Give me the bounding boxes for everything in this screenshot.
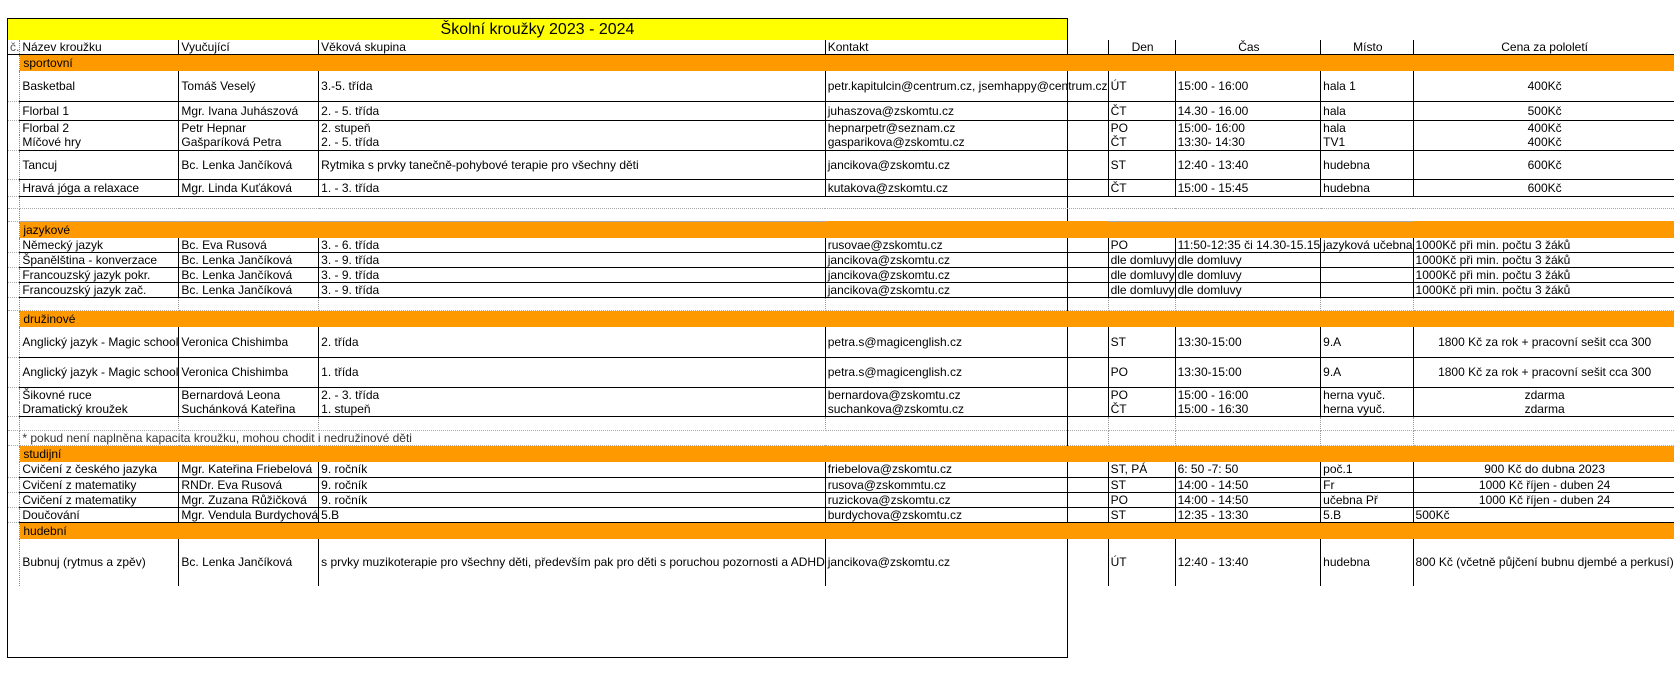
cell-name: Šikovné ruce [20,387,179,402]
cell-age: 9. ročník [319,462,826,477]
cell-price: 1000 Kč říjen - duben 24 [1413,492,1674,507]
cell-time: 13:30-15:00 [1175,357,1321,387]
cell-time: dle domluvy [1175,253,1321,268]
header-time: Čas [1175,40,1321,55]
cell-place: herna vyuč. [1321,402,1413,417]
cell-day: PO [1108,387,1175,402]
cell-day: ST [1108,327,1175,357]
cell-price: zdarma [1524,387,1565,402]
cell-price: 400Kč [1413,135,1674,150]
cell-place: 9.A [1321,357,1413,387]
cell-day: ST [1108,150,1175,179]
cell-day: ST [1108,477,1175,492]
cell-time: 15:00 - 16:30 [1175,402,1321,417]
cell-teacher: Gašparíková Petra [179,135,319,150]
table-row [8,462,1674,477]
cell-teacher: Mgr. Zuzana Růžičková [179,492,319,507]
footnote: * pokud není naplněna kapacita kroužku, mohou chodit i nedružinové děti [20,431,825,446]
cell-day: PO [1108,492,1175,507]
cell-age: 3. - 9. třída [319,253,826,268]
cell-teacher: Bc. Eva Rusová [179,238,319,253]
cell-time: 15:00- 16:00 [1175,120,1321,135]
cell-price: zdarma [1413,402,1674,417]
cell-price: 400Kč [1413,71,1674,101]
cell-day: PO [1108,357,1175,387]
cell-age: 9. ročník [319,492,826,507]
table-row [8,268,1674,283]
cell-name: Anglický jazyk - Magic school [20,357,179,387]
cell-teacher: Veronica Chishimba [179,327,319,357]
table-row [8,539,1674,586]
cell-age: Rytmika s prvky tanečně-pohybové terapie pro všechny děti [319,150,826,179]
cell-teacher: Bc. Lenka Jančíková [179,253,319,268]
cell-teacher: RNDr. Eva Rusová [179,477,319,492]
cell-contact: ruzickova@zskomtu.cz [825,492,1108,507]
cell-time: dle domluvy [1175,283,1321,298]
cell-time: 14:00 - 14:50 [1175,492,1321,507]
cell-place: hala [1321,101,1413,120]
cell-age: s prvky muzikoterapie pro všechny děti, především pak pro děti s poruchou pozornosti a ADHD [319,539,826,586]
cell-time: 12:40 - 13:40 [1175,539,1321,586]
cell-name: Cvičení z českého jazyka [20,462,179,477]
cell-price: 1800 Kč za rok + pracovní sešit cca 300 [1413,327,1674,357]
cell-age: 2. - 5. třída [319,101,826,120]
cell-age: 3. - 6. třída [319,238,826,253]
cell-place: učebna Př [1321,492,1413,507]
cell-name: Francouzský jazyk pokr. [20,268,179,283]
cell-contact: friebelova@zskomtu.cz [825,462,1108,477]
table-row [8,150,1674,179]
cell-time: 13:30- 14:30 [1175,135,1321,150]
cell-place [1321,283,1413,298]
table-row [8,135,1674,150]
cell-contact: jancikova@zskomtu.cz [825,268,1108,283]
cell-day: dle domluvy [1108,283,1175,298]
cell-place: hala [1321,120,1413,135]
table-row [8,71,1674,101]
cell-place [1321,268,1413,283]
cell-contact: petra.s@magicenglish.cz [825,327,1108,357]
cell-teacher: Mgr. Kateřina Friebelová [179,462,319,477]
cell-name: Doučování [20,507,179,522]
cell-name: Hravá jóga a relaxace [20,179,179,196]
header-row [8,40,1674,55]
cell-contact: burdychova@zskomtu.cz [825,507,1108,522]
cell-time: 11:50-12:35 či 14.30-15.15 [1175,238,1321,253]
cell-time: 14.30 - 16.00 [1175,101,1321,120]
section-sportovni: sportovní [20,55,1674,72]
table-row [8,492,1674,507]
cell-price: 600Kč [1413,179,1674,196]
cell-time: 12:40 - 13:40 [1175,150,1321,179]
cell-name: Míčové hry [20,135,179,150]
empty-row [8,196,1674,208]
cell-price: 1000 Kč říjen - duben 24 [1413,477,1674,492]
empty-row [8,417,1674,431]
cell-day: ČT [1108,101,1175,120]
header-age: Věková skupina [319,40,826,55]
table-row [8,179,1674,196]
cell-contact: kutakova@zskomtu.cz [825,179,1108,196]
cell-teacher: Veronica Chishimba [179,357,319,387]
cell-place: Fr [1321,477,1413,492]
cell-teacher: Mgr. Vendula Burdychová [179,507,319,522]
table-row [8,101,1674,120]
cell-time: 15:00 - 16:00 [1175,387,1321,402]
cell-day: ST, PÁ [1108,462,1175,477]
cell-contact: rusova@zskommtu.cz [825,477,1108,492]
cell-contact: petr.kapitulcin@centrum.cz, jsemhappy@centrum.cz [825,71,1108,101]
cell-name: Tancuj [20,150,179,179]
table-row [8,283,1674,298]
sheet-title: Školní kroužky 2023 - 2024 [8,19,1067,40]
cell-day: ÚT [1108,539,1175,586]
header-index: č. [10,40,20,54]
cell-time: 6: 50 -7: 50 [1175,462,1321,477]
cell-price: 1000Kč při min. počtu 3 žáků [1413,253,1674,268]
cell-age: 1. třída [319,357,826,387]
table-row [8,477,1674,492]
cell-age: 9. ročník [319,477,826,492]
cell-time: 12:35 - 13:30 [1175,507,1321,522]
cell-time: 14:00 - 14:50 [1175,477,1321,492]
cell-name: Dramatický kroužek [20,402,179,417]
cell-price: 500Kč [1413,507,1674,522]
section-hudebni: hudební [20,522,1674,539]
cell-contact: jancikova@zskomtu.cz [825,253,1108,268]
cell-price: 1000Kč při min. počtu 3 žáků [1413,268,1674,283]
cell-contact: juhaszova@zskomtu.cz [825,101,1108,120]
cell-age: 2. - 3. třída [319,387,826,402]
cell-place: hudebna [1321,539,1413,586]
cell-contact: suchankova@zskomtu.cz [825,402,1108,417]
cell-teacher: Bc. Lenka Jančíková [179,539,319,586]
cell-name: Cvičení z matematiky [20,477,179,492]
cell-contact: jancikova@zskomtu.cz [825,283,1108,298]
cell-age: 2. třída [319,327,826,357]
spreadsheet-sheet [7,18,1674,658]
section-header [8,522,1674,539]
cell-price: 1000Kč při min. počtu 3 žáků [1413,283,1674,298]
cell-teacher: Suchánková Kateřina [179,402,319,417]
table-row [8,357,1674,387]
cell-price: 1000Kč při min. počtu 3 žáků [1413,238,1674,253]
section-studijni: studijní [20,446,1674,463]
cell-price: 900 Kč do dubna 2023 [1413,462,1674,477]
section-header [8,55,1674,72]
cell-name: Cvičení z matematiky [20,492,179,507]
cell-contact: gasparikova@zskomtu.cz [825,135,1108,150]
cell-place: jazyková učebna [1321,238,1413,253]
cell-name: Německý jazyk [20,238,179,253]
cell-name: Basketbal [20,71,179,101]
cell-place: hudebna [1321,179,1413,196]
table-row [8,120,1674,135]
cell-name: Bubnuj (rytmus a zpěv) [20,539,179,586]
cell-time: 15:00 - 15:45 [1175,179,1321,196]
cell-price: 800 Kč (včetně půjčení bubnu djembé a perkusí) [1415,555,1674,569]
header-name: Název kroužku [20,40,179,55]
cell-teacher: Mgr. Ivana Juhászová [179,101,319,120]
cell-teacher: Bc. Lenka Jančíková [179,150,319,179]
section-header [8,221,1674,238]
cell-name: Španělština - konverzace [20,253,179,268]
cell-name: Anglický jazyk - Magic school [20,327,179,357]
cell-age: 3. - 9. třída [319,268,826,283]
cell-place: hudebna [1321,150,1413,179]
table-row [8,253,1674,268]
table-row [8,402,1674,417]
cell-place: 9.A [1321,327,1413,357]
cell-teacher: Petr Hepnar [179,120,319,135]
cell-name: Florbal 1 [20,101,179,120]
cell-place: 5.B [1321,507,1413,522]
cell-time: 15:00 - 16:00 [1175,71,1321,101]
cell-place: herna vyuč. [1321,387,1413,402]
cell-price: 400Kč [1527,120,1562,135]
cell-contact: jancikova@zskomtu.cz [825,539,1108,586]
cell-day: ST [1108,507,1175,522]
cell-teacher: Bc. Lenka Jančíková [179,268,319,283]
cell-day: ČT [1108,135,1175,150]
cell-price: 500Kč [1413,101,1674,120]
cell-day: ÚT [1108,71,1175,101]
empty-row [8,208,1674,221]
table-row [8,507,1674,522]
cell-place: hala 1 [1321,71,1413,101]
cell-contact: bernardova@zskomtu.cz [825,387,1108,402]
empty-row [8,298,1674,311]
header-contact: Kontakt [825,40,1108,55]
cell-day: ČT [1108,179,1175,196]
note-row [8,431,1674,446]
table-row [8,327,1674,357]
header-day: Den [1108,40,1175,55]
cell-age: 3. - 9. třída [319,283,826,298]
header-place: Místo [1321,40,1413,55]
cell-name: Florbal 2 [20,120,179,135]
table-row [8,238,1674,253]
section-header [8,311,1674,328]
cell-contact: jancikova@zskomtu.cz [825,150,1108,179]
table-row [8,387,1674,402]
cell-time: dle domluvy [1175,268,1321,283]
cell-name: Francouzský jazyk zač. [20,283,179,298]
cell-teacher: Bc. Lenka Jančíková [179,283,319,298]
cell-age: 5.B [319,507,826,522]
cell-contact: hepnarpetr@seznam.cz [825,120,1108,135]
cell-place [1321,253,1413,268]
cell-age: 1. - 3. třída [319,179,826,196]
cell-place: TV1 [1321,135,1413,150]
section-druzinove: družinové [20,311,1674,328]
cell-day: ČT [1108,402,1175,417]
cell-age: 2. stupeň [319,120,826,135]
cell-contact: rusovae@zskomtu.cz [825,238,1108,253]
cell-price: 600Kč [1413,150,1674,179]
cell-day: dle domluvy [1108,253,1175,268]
cell-teacher: Bernardová Leona [179,387,319,402]
cell-contact: petra.s@magicenglish.cz [825,357,1108,387]
cell-place: poč.1 [1321,462,1413,477]
cell-day: PO [1108,120,1175,135]
cell-teacher: Tomáš Veselý [179,71,319,101]
cell-day: dle domluvy [1108,268,1175,283]
cell-teacher: Mgr. Linda Kuťáková [179,179,319,196]
cell-age: 2. - 5. třída [319,135,826,150]
section-header [8,446,1674,463]
cell-day: PO [1108,238,1175,253]
header-price: Cena za pololetí [1413,40,1674,55]
cell-age: 1. stupeň [319,402,826,417]
section-jazykove: jazykové [20,221,1674,238]
cell-price: 1800 Kč za rok + pracovní sešit cca 300 [1413,357,1674,387]
cell-age: 3.-5. třída [319,71,826,101]
header-teacher: Vyučující [179,40,319,55]
clubs-table [8,40,1674,586]
cell-time: 13:30-15:00 [1175,327,1321,357]
